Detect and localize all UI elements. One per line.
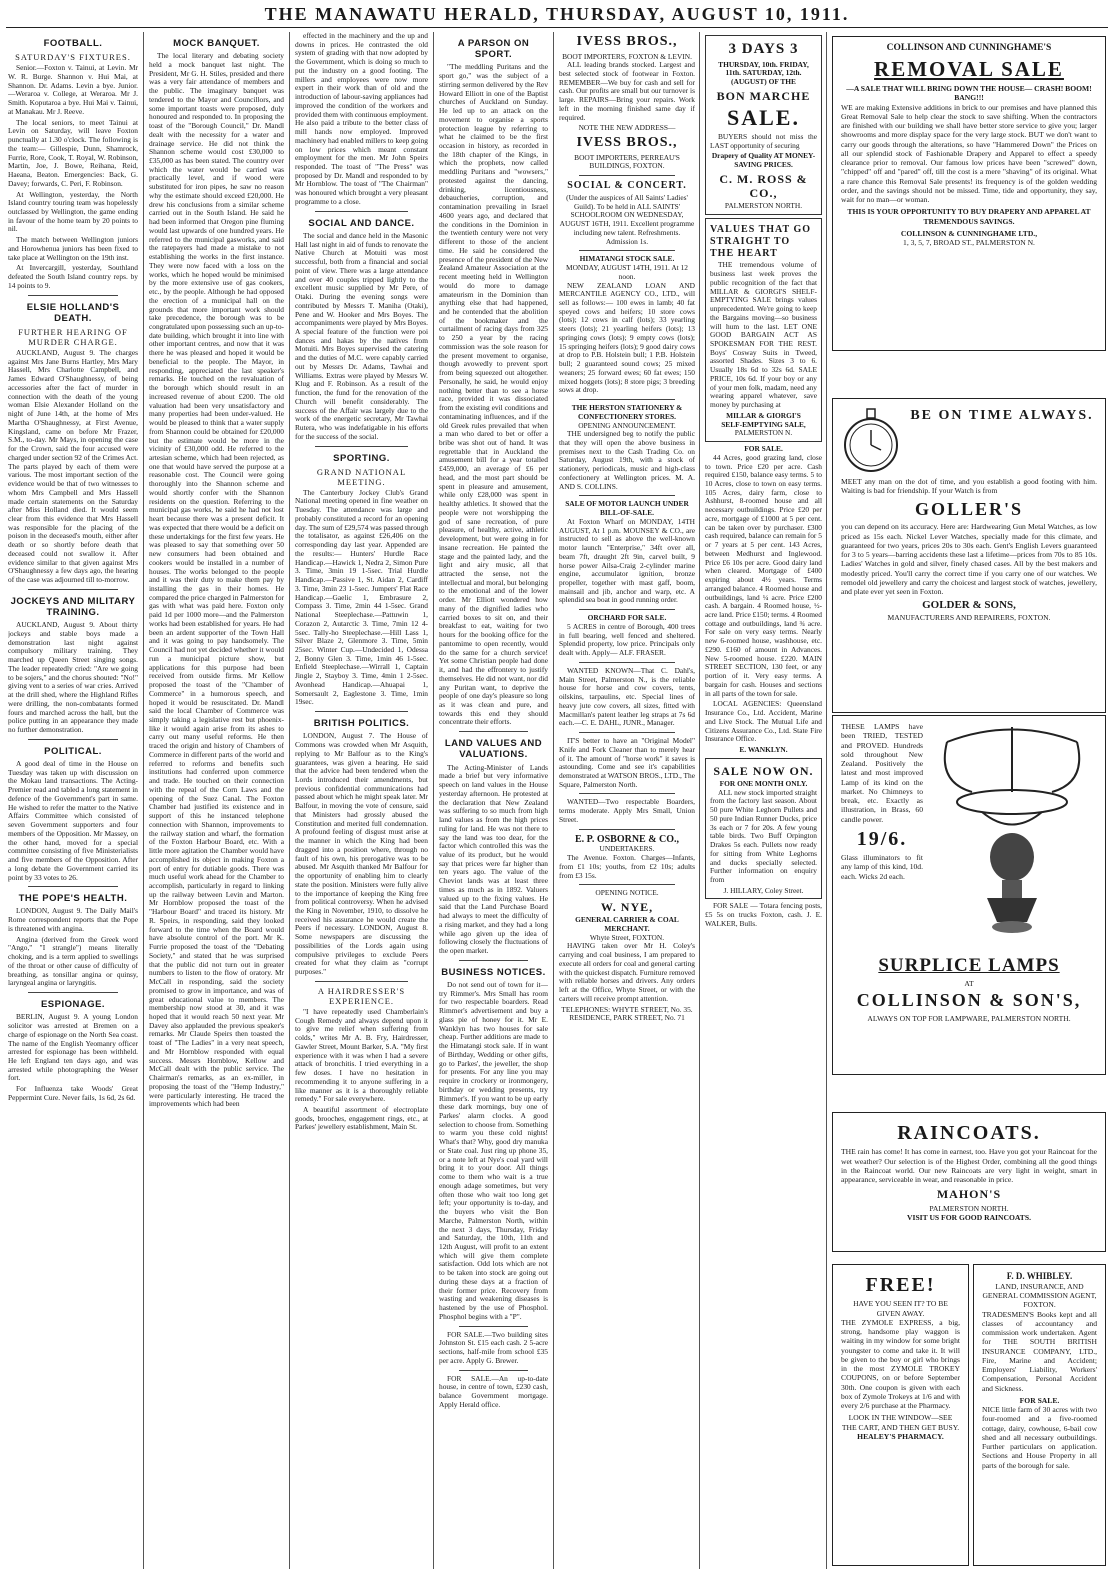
ad-text: NEW ZEALAND LOAN AND MERCANTILE AGENCY CO., LTD., will sell as follows:— 100 ewes in lamb; 40 fat speyed cows and heifers; 10 store cows (lots); 12 cows in calf (lots); 33 yearling steers (lots); 21 yearling heifers (lots); 13 springing cows (lots); 9 empty cows (lots); 15 springing heifers (lots); 9 good dairy cows at drop to P.B. Holstein bull; 1 P.B. Holstein bull; 2 guaranteed sound cows; 25 mixed weaners; 25 forward ewes; 60 fat ewes; 150 mixed hoggets (lots); 8 store pigs; 3 breeding sows at drop. bbox=[559, 280, 695, 395]
headline-sporting: SPORTING. bbox=[333, 452, 390, 464]
removal-sale-ad bbox=[832, 36, 1106, 351]
bon-marche-ross: C. M. ROSS & CO., bbox=[719, 171, 808, 201]
headline-political: POLITICAL. bbox=[44, 745, 102, 757]
headline-jockeys: JOCKEYS AND MILITARY TRAINING. bbox=[10, 595, 136, 619]
osborne-title: E. P. OSBORNE & CO., bbox=[574, 833, 680, 845]
ad-text: THE tremendous volume of business last week proves the public recognition of the fact that MILLAR & GIORGI'S SHELF-EMPTYING SALE brings values unprecedented. We're going to keep the Bargains moving—so business will hum to the last. LET ONE GOOD BARGAIN ACT AS SPOKESMAN FOR THE REST. Boys' Cosway Suits in Tweed, assorted Shades. Sizes 3 to 6. Usually 18s 6d to 32s 6d. SALE PRICE, 10s 6d. If your boy or any of your men folk, madam, need any wearing apparel whatever, save money by purchasing at bbox=[710, 260, 817, 410]
headline-land-values: LAND VALUES AND VALUATIONS. bbox=[444, 738, 543, 761]
rule bbox=[579, 884, 675, 885]
rule bbox=[459, 1370, 528, 1371]
rule bbox=[459, 731, 528, 732]
surplice-sub: ALWAYS ON TOP FOR LAMPWARE, PALMERSTON NORTH. bbox=[867, 1014, 1071, 1024]
article-text: Angina (derived from the Greek word "Ango," "I strangle") means literally choking, and is a term applied to swellings of the throat or other cause of difficulty of breathing, as tonsillar angina or quinsy, laryngeal angina or laryngitis. bbox=[8, 934, 138, 988]
wanklyn-title: FOR SALE. bbox=[744, 444, 783, 454]
column-divider bbox=[143, 32, 144, 1569]
rule bbox=[459, 960, 528, 961]
article-text: At Wellington, yesterday, the North Island country touring team was hopelessly outclassed by Wellington, the game ending in favour of the home team by 20 points to nil. bbox=[8, 189, 138, 234]
article-text: effected in the machinery and the up and downs in prices. He contrasted the old system of grading with that now adopted by the Government, which is doing so much to put the industry on a good footing. The millers and employees were now more expert in their work than of old and the introduction of labour-saving appliances had improved the condition of the workers and provided them with continuous employment. He also paid a tribute to the better class of mill hands now employed. Improved machinery had enabled millers to keep going on low prices which meant constant employment for the men. Mr John Speirs responded. The toast of "The Press" was proposed by Dr. Mandl and responded to by Mr Hornblow. The toast of "The Chairman" was honoured which brought a very pleasant programme to a close. bbox=[295, 32, 428, 206]
masthead-rule bbox=[6, 27, 1108, 28]
raincoats-ad bbox=[832, 1112, 1106, 1252]
ad-text: WE are making Extensive additions in brick to our premises and have planned this Great Removal Sale to help clear the stock to save shifting. When the contractors are finished with our building we shall have better store service to give you; larger showrooms and more display space for the very large stock. BUT we don't want to carry our goods through the alterations, so have "Hammered Down" the Prices on all our splendid stock of Fashionable Drapery and Apparel to effect a speedy clearance prior to removal. Our famous low prices have been "screwed" down, "chipped" off and "pared" off, till the cost is a mere "shaving" of its original. What a rare chance this Removal Sale presents! its frequency is of the golden wedding order, and the savings should not be missed. Time, tide and opportunity, they say, wait for no man—or woman. bbox=[841, 102, 1097, 205]
article-text: The Canterbury Jockey Club's Grand National meeting opened in fine weather on Tuesday. The attendance was large and probably constituted a record for an opening day. The sum of £29,574 was passed through the totalisator, as against £26,406 on the corresponding day last year. Appended are the results:— Hunters' Hurdle Race Handicap.—Hawick 1, Nedra 2, Simon Pure 3. Time, 3min 19 1-5sec. Trial Hurdle Handicap.—Passive 1, St. Aidan 2, Cardiff 3. Time, 3min 23 1-5sec. Jumpers' Flat Race Handicap.—Gaelic 1, Embrasure 2, Compass 3. Time, 2min 44 1-5sec. Grand National Steeplechase.—Pattuwin 1, Corazon 2, Autarctic 3. Time, 7min 12 4-5sec. Tally-ho Steeplechase.—Hill Lass 1, Silver Blaze 2, Glenmore 3. Time, 5min 25sec. Winter Cup.—Undecided 1, Odessa 2, Bonny Glen 3. Time, 1min 46 1-5sec. Enfield Steeplechase.—Wirrall 1, Captain Jingle 2, Stayboy 3. Time, 4min 1 2-5sec. Avonhead Handicap.—Ahuapai 1, Somersault 2, Eaglestone 3. Time, 1min 19sec. bbox=[295, 487, 428, 707]
headline-popes-health: THE POPE'S HEALTH. bbox=[18, 893, 128, 905]
column-2 bbox=[149, 32, 284, 1569]
ad-text: At Foxton Wharf on MONDAY, 14TH AUGUST, At 1 p.m. MOUNSEY & CO., are instructed to sell as above the well-known motor launch "Enterprise," 34ft over all, beam 7ft, draught 2ft 9in, carvel built, 9 horse power Ailsa-Craig 2-cylinder marine engine, accumulator ignition, bronze propeller, together with mast gaff, boom, mainsail and jib, anchor and warp, etc. A splendid sea boat in good running order. bbox=[559, 516, 695, 605]
column-divider bbox=[553, 32, 554, 1569]
rule bbox=[579, 793, 675, 794]
ad-text: THESE LAMPS have been TRIED, TESTED and PROVED. Hundreds sold throughout New Zealand. Positively the latest and most improved Lamp of its kind on the market. No Chimneys to break, etc. Exactly as illustration, in Brass, 60 candle power. bbox=[841, 722, 923, 824]
article-text: BERLIN, August 9. A young London solicitor was arrested at Bremen on a charge of espionage on the North Sea coast. The name of the English Yeomanry officer arrested for espionage has been withheld. He left England ten days ago, and was arrested while photographing the Weser fort. bbox=[8, 1012, 138, 1083]
orchard-title: ORCHARD FOR SALE. bbox=[587, 613, 667, 623]
sale-now-on-ad bbox=[705, 758, 822, 900]
headline-british-politics: BRITISH POLITICS. bbox=[313, 718, 410, 730]
golder-headline: BE ON TIME ALWAYS. bbox=[910, 408, 1094, 423]
ad-text: Glass illuminators to fit any lamp of this kind, 10d. each. Wicks 2d each. bbox=[841, 853, 923, 881]
rule bbox=[315, 446, 408, 447]
bon-marche-days: 3 DAYS 3 bbox=[728, 41, 799, 57]
ivess-title: IVESS BROS., bbox=[576, 34, 678, 49]
column-divider bbox=[433, 32, 434, 1569]
ad-text: THE undersigned beg to notify the public that they will open the above business in premises next to the Cash Trading Co. on Saturday, August 19th, with a stock of stationery, periodicals, music and high-class confectionery at Wellington prices. M. A. AND S. COLLINS. bbox=[559, 429, 695, 491]
millar-headline: VALUES THAT GO STRAIGHT TO THE HEART bbox=[710, 223, 812, 259]
mahon-address: PALMERSTON NORTH. bbox=[929, 1204, 1009, 1214]
article-text: The match between Wellington juniors and Horowhenua juniors has been fixed to take place at Wellington on the 19th inst. bbox=[8, 235, 138, 262]
headline-business-notices: BUSINESS NOTICES. bbox=[441, 966, 546, 978]
removal-sub: —A SALE THAT WILL BRING DOWN THE HOUSE— CRASH! BOOM! BANG!!! bbox=[846, 84, 1092, 103]
surplice-at: AT bbox=[964, 979, 974, 989]
rule bbox=[579, 399, 675, 400]
subhead: SATURDAY'S FIXTURES. bbox=[15, 52, 131, 63]
rule bbox=[28, 992, 118, 993]
headline-football: FOOTBALL. bbox=[43, 38, 103, 49]
mahon-cta: VISIT US FOR GOOD RAINCOATS. bbox=[907, 1213, 1031, 1223]
pocket-watch-icon bbox=[841, 405, 901, 475]
free-title: FREE! bbox=[865, 1274, 936, 1296]
classified-ad: FOR SALE.—Two building sites Johnston St. £15 each cash. 2 5-acre sections, half-mile from school £35 per acre. Apply G. Brewer. bbox=[439, 1329, 548, 1365]
bon-marche-dates: THURSDAY, 10th. FRIDAY, 11th. SATURDAY, 12th. (AUGUST) OF THE bbox=[718, 59, 809, 87]
rule bbox=[28, 739, 118, 740]
ivess-sub: BOOT IMPORTERS, FOXTON & LEVIN. bbox=[562, 51, 692, 61]
article-text: The Acting-Minister of Lands made a brief but very informative speech on land values in the House yesterday afternoon. He protested at the declaration that New Zealand was suffering to so much from high land values as from the high prices ruling for land. He was not there to say the land was too dear, for the factor which controlled this was the value of its product, but he would say that prices were far higher than ten years ago. The value of the Cheviot lands was at least three times as much as in 1892. Valuers valued up to the fixing values. He said that the Land Purchase Board had always to meet the difficulty of a rising market, and they had a long while ago given up the idea of following closely the fluctuations of the open market. bbox=[439, 762, 548, 956]
rule bbox=[579, 250, 675, 251]
golder-watch-ad bbox=[832, 398, 1106, 713]
nye-address: Whyte Street, FOXTON. bbox=[589, 932, 665, 942]
lamps-price: 19/6. bbox=[856, 827, 908, 850]
ad-text: THE rain has come! It has come in earnest, too. Have you got your Raincoat for the wet weather? Our selection is of the Highest Order, combining all the good things in the Raincoat world. Our new Raincoats are very light in weight, smart in appearance, serviceable in wear, and reasonable in price. bbox=[841, 1147, 1097, 1185]
hanging-lamp-icon bbox=[927, 722, 1097, 952]
article-text: AUCKLAND, August 9. About thirty jockeys and stable boys made a demonstration last night against compulsory military training. They marched up Queen Street singing songs. The leader repeatedly cried: "Are we going to be sojers," and the chorus shouted: "No!" giving vent to a series of war cries. Arrived at the drill shed, where the Highland Rifles were drilling, the non-combatants formed fours and marched across the hall, but the police putting in an appearance they made no further demonstration. bbox=[8, 620, 138, 735]
column-5 bbox=[559, 32, 695, 1569]
classified-ad: WANTED—Two respectable Boarders, terms moderate. Apply Mrs Small, Union Street. bbox=[559, 797, 695, 824]
column-3 bbox=[295, 32, 428, 1569]
surplice-name: COLLINSON & SON'S, bbox=[856, 990, 1082, 1011]
collinson-title: COLLINSON AND CUNNINGHAME'S bbox=[886, 43, 1052, 53]
subhead: GRAND NATIONAL MEETING. bbox=[316, 466, 407, 487]
himatangi-date: MONDAY, AUGUST 14TH, 1911. At 12 noon. bbox=[566, 263, 688, 281]
column-1 bbox=[8, 32, 138, 1569]
masthead: THE MANAWATU HERALD, THURSDAY, AUGUST 10, 1911. bbox=[264, 4, 850, 24]
free-question: HAVE YOU SEEN IT? TO BE GIVEN AWAY. bbox=[853, 1299, 948, 1318]
himatangi-title: HIMATANGI STOCK SALE. bbox=[579, 254, 675, 264]
headline-hairdresser: A HAIRDRESSER'S EXPERIENCE. bbox=[317, 985, 406, 1006]
rule bbox=[28, 886, 118, 887]
mahon-name: MAHON'S bbox=[936, 1187, 1002, 1202]
column-6 bbox=[705, 32, 822, 1569]
free-zymole-ad bbox=[832, 1264, 969, 1566]
column-divider bbox=[826, 32, 827, 1569]
bon-marche-palmerston: PALMERSTON NORTH. bbox=[724, 201, 803, 211]
ad-text: (Under the auspices of All Saints' Ladies' Guild). To be held in ALL SAINTS' SCHOOLROOM ON WEDNESDAY, AUGUST 16TH, 1911. Excellent programme including new talent. Refreshments. Admission 1s. bbox=[559, 192, 695, 246]
millar-sign: MILLAR & GIORGI'S bbox=[726, 410, 801, 420]
bon-marche-sale: SALE. bbox=[727, 105, 800, 131]
rule bbox=[579, 609, 675, 610]
article-text: Senior.—Foxton v. Tainui, at Levin. Mr W. R. Burge. Shannon v. Hui Mai, at Shannon. Dr. Adams. Levin a bye. Junior.—Weraroa v. College, at Weraroa. Mr J. Smith. Koputaroa a bye. Hui Mai v. Tainui, at Manakau. Mr J. Reeve. bbox=[8, 63, 138, 116]
ad-text: LOCAL AGENCIES: Queensland Insurance Co., Ltd. Accident, Marine and Live Stock. The Mutual Life and Citizens Assurance Co., Ltd. State Fire Insurance Office. bbox=[705, 699, 822, 744]
rule bbox=[459, 1326, 528, 1327]
rule bbox=[579, 732, 675, 733]
osborne-sub: UNDERTAKERS. bbox=[599, 844, 655, 854]
column-4 bbox=[439, 32, 548, 1569]
column-divider bbox=[699, 32, 700, 1569]
ivess-title-2: IVESS BROS., bbox=[576, 135, 678, 151]
article-text: Do not send out of town for it—try Rimmer's. Mrs Small has room for two respectable boarders. Read Rimmer's advertisement and buy a glass pie of honey for it. Mr E. Wanklyn has two houses for sale cheap. Further additions are made to the Himatangi stock sale. If in want of Birthday, Wedding or other gifts, go to Parkes', the jeweller, the shop for presents. For any line you may require in crockery or ironmongery, birthday or wedding presents, try Rimmer's. If you want to be up early these dark mornings, buy one of Parkes' alarm clocks. A good selection to choose from. Something to warm you these cold nights! What's that? Why, good dry manuka or State coal. Just ring up phone 35, or a note left at Nye's coal yard will bring it to your door. All things come to them who wait is a true enough adage sometimes, but very often those who wait too long get left; your opportunity is to-day, and the buyers who visit the Bon Marche, Palmerston North, within the next 3 days, Thursday, Friday and Saturday, the 10th, 11th and 12th August, will profit to an extent which will give them complete satisfaction. Odd lots which are not to be taken into stock are going out during these days at a fraction of their former price. Recovery from wasting and weakening diseases is hastened by the use of Phosphol. Phosphol begins with a "P". bbox=[439, 979, 548, 1321]
collinson-address: 1, 3, 5, 7, BROAD ST., PALMERSTON N. bbox=[903, 238, 1035, 248]
herston-title: THE HERSTON STATIONERY & CONFECTIONERY STORES. bbox=[571, 403, 683, 421]
rule bbox=[579, 829, 675, 830]
free-sign: HEALEY'S PHARMACY. bbox=[857, 1431, 944, 1441]
headline-mock-banquet: MOCK BANQUET. bbox=[173, 38, 260, 49]
classified-ad: FOR SALE — Totara fencing posts, £5 5s on trucks Foxton, cash. J. E. WALKER, Bulls. bbox=[705, 901, 822, 928]
subhead: FURTHER HEARING OF MURDER CHARGE. bbox=[18, 326, 128, 347]
classified-ad: WANTED KNOWN—That C. Dahl's, Main Street, Palmerston N., is the reliable house for horse and cow covers, tents, oilskins, tarpaulins, etc. Special lines of heavy jute cow covers, all sizes, fitted with Macmillan's patent leather leg straps at 7s 6d each.—C. E. DAHL, JUNR., Manager. bbox=[559, 665, 695, 728]
classified-ad: IT'S better to have an "Original Model" Knife and Fork Cleaner than to merely hear of it. The amount of "horse work" it saves is astounding. Come and see it's capabilities demonstrated at WATSON BROS., LTD., The Square, Palmerston North. bbox=[559, 736, 695, 789]
article-text: "I have repeatedly used Chamberlain's Cough Remedy and always depend upon it to give me relief when suffering from colds," writes Mr A. B. Fry, Hairdresser, Gawler Street, Mount Barker, S.A. "My first experience with it was when I had a severe attack of bronchitis. I tried everything in a few doses. I have no hesitation in recommending it to anyone suffering in a like manner as it is a thoroughly reliable remedy." For sale everywhere. bbox=[295, 1006, 428, 1104]
nye-sub: OPENING NOTICE. bbox=[595, 888, 659, 898]
ad-text: NICE little farm of 30 acres with two four-roomed and a five-roomed cottage, dairy, cowhouse, 6-bail cow shed and all necessary outbuildings. Further particulars on application. Sections and House Property in all parts of the borough for sale. bbox=[982, 1405, 1097, 1470]
millar-sign-2: SELF-EMPTYING SALE, bbox=[721, 419, 806, 429]
ad-text: 44 Acres, good grazing land, close to town. Price £20 per acre. Cash required £150, balance easy terms. 5 to 10 Acres, close to town on easy terms. 105 Acres, dairy farm, close to Ashhurst, 8-roomed house and all necessary outbuildings. Price £20 per acre, mortgage of £1000 at 5 per cent. can be taken over by purchaser. £300 cash required, balance can remain for 5 or 7 years at 5 per cent. 143 Acres, between Medhurst and Inglewood. Price £6 10s per acre. Good dairy land when cleared. Mortgage of £400 expiring about 4½ years. Terms arranged balance. 4 Roomed house and outbuildings, land ¼ acre. Price £200 cash. A bargain. 4 Roomed house, ½-acre land. Price £150; terms. 4 Roomed cottage and outbuildings, land ¾ acre. For sale on very easy terms. Nearly new 6-roomed house, washhouse, etc. £290. £160 of amount in Advances. New 5-roomed house. £220. MAIN STREET SECTION, 130 feet, or any portion of it. Very easy terms. A bargain for cash. Houses and sections in all parts of the town for sale. bbox=[705, 452, 822, 698]
rule bbox=[579, 662, 675, 663]
removal-sale-title: REMOVAL SALE bbox=[874, 56, 1064, 81]
raincoats-title: RAINCOATS. bbox=[897, 1122, 1041, 1144]
rule bbox=[579, 495, 675, 496]
article-text: The local literary and debating society held a mock banquet last night. The President, Mr G. H. Stiles, presided and there was a very fair attendance of members and the public. The imaginary banquet was tendered to the Mayor and Councillors, and some important toasts were proposed, duly honoured and responded to. In proposing the toast of the "Borough Council," Dr. Mandl dealt with the necessity for a water and drainage service. He did not think the Shannon scheme would cost £30,000 to £35,000 as has been stated. The country over which the water would be carried was practically level, and if wood were substituted for iron pipes, he saw no reason why the estimate should exceed £20,000. He drew his conclusions from a similar scheme carried out in the South Island. He said he had been informed that Oregon pine fluming would last upwards of one hundred years. He referred to the municipal gasworks, and said the ratepayers had made a mistake to not establishing the works in the first instance. They were now faced with a loss on the works, which he hoped would be minimised by the more extensive use of gas cookers, etc., by the people. Although he had opposed the erection of a municipal hall on the grounds that more important work should take precedence, the borough was to be congratulated upon possessing such an up-to-date building, which brought it into line with other important centres, and now that it was there he was pleased and hoped it would be beneficial to the people. The Mayor, in responding, appreciated the last speaker's remarks. He touched on the revaluation of the borough which should result in an increased revenue of about £200. The old valuation had been very unsatisfactory and many properties had been under-valued. He would be pleased to think that a water supply from Shannon could be obtained for £20,000 but the estimate would be more in the vicinity of £30,000 odd. He referred to the artesian scheme, which had been rejected, as one that would have served the purpose at a reasonable cost. The Council were going thoroughly into the Shannon scheme and would shortly confer with the Shannon residents on the question. Referring to the municipal gas works, he said he had not lost heart because there was a present deficit. It was expected that there would be a deficit on these undertakings for the first few years. He was pleased to say that something over 50 new consumers had been obtained and cookers would be installed in a number of houses. The works belonged to the people and it was their duty to make them pay by installing the gas in their homes. He compared the price charged in Palmerston for gas with what was paid here. Foxton only paid 1d per 1000 more—and the Palmerston works had been established for years. He had been an ardent supporter of the Town Hall and it was going to pay handsomely. The Council had not yet decided whether it would run a municipal picture show, but applications for this purpose had been received from outside firms. Mr Kellow proposed the toast of the "Chamber of Commerce" in a humorous speech, and hoped it would be resuscitated. Dr. Mandl said the local Chamber of Commerce was simply taking a legislative rest but phoenix-like it would again arise from its ashes to carry out many useful reforms. He then traced the origin and history of Chambers of Commerce in different parts of the world and referred to reforms and benefits such institutions had conferred upon commerce and trade. He touched on their connection with the repeal of the Corn Laws and the opening of the Suez Canal. The Foxton Chamber had justified its existence and in support of this he instanced telephone connection with Shannon, improvements to the railway station and wharf, the formation of the Foxton Harbour Board, etc. With a little more agitation the Chamber would have accomplished its object in making Foxton a port of entry for dutiable goods. There was much useful work ahead for the Chamber to accomplish, particularly in regard to linking up the railway between Levin and Marton. Mr Hornblow proposed the toast of the "Harbour Board" and traced its history. Mr R. Speirs, in responding, said they looked forward to the time when the Board would have absolute control of the port. Mr K. Furrie proposed the toast of the "Debating Society," and stated that he was surprised that the public did not turn out in greater numbers to listen to the flow of oratory. Mr McCall in responding, said the society promised to grow in importance, and was of great educational value to members. The membership now stood at 30, and it was hoped that it would reach 50 next year. Mr Davey also applauded the previous speaker's remarks. Mr Claude Speirs then toasted the toast of "The Ladies" in a very neat speech, and Mr Hornblow responded with equal success. Messrs Hornblow, Kellow and McCall dealt with the public service. The Chairman's remarks, as an ex-miller, in proposing the toast of the "Hemp Industry," were particularly interesting. He traced the improvements which had been bbox=[149, 51, 284, 1109]
article-text: LONDON, August 9. The Daily Mail's Rome correspondent reports that the Pope is threatened with angina. bbox=[8, 906, 138, 933]
whibley-ad bbox=[973, 1264, 1106, 1566]
nye-telephones: TELEPHONES: WHYTE STREET, No. 35. RESIDENCE, PARK STREET, No. 71 bbox=[561, 1004, 693, 1023]
collinson-sign: COLLINSON & CUNNINGHAME LTD., bbox=[900, 228, 1038, 238]
sale-now-title: SALE NOW ON. bbox=[713, 763, 814, 778]
ad-text: ALL new stock imported straight from the factory last season. About 50 pure White Leghorn Pullets and 50 pure Indian Runner Ducks, price 3s each or 7 for 20s. A few young table birds. Two Buff Orpington Drakes 5s each. Pullets now ready for sitting from White Leghorns and ducks specially selected. Further information on enquiry from bbox=[710, 787, 817, 884]
ad-text: you can depend on its accuracy. Here are: Hardwearing Gun Metal Watches, as low priced as 15s each. Nickel Lever Watches, specially made for this climate, and guaranteed for two years, prices 20s to 30s each. Gent's English Levers guaranteed for 3 to 5 years—barring accidents these last a lifetime—prices from 70s to 85 10s. Ladies' Watches in gold and silver, finely chased cases. All by the best makers and modestly priced. You'll carry the correct time if you carry one of our watches. We remodel old jewellery and carry the choicest and largest stock of watches, jewellery, and plate ever yet seen in Foxton. bbox=[841, 522, 1097, 597]
ad-text: HAVING taken over Mr H. Coley's carrying and coal business, I am prepared to execute all orders for coal and general carting with the quickest dispatch. Furniture removed with reliable horses and drivers. Any orders left at the Office, Whyte Street, or with the carters will receive prompt attention. bbox=[559, 941, 695, 1003]
golder-name: GOLLER'S bbox=[914, 498, 1024, 519]
article-text: For Influenza take Woods' Great Peppermint Cure. Never fails, 1s 6d, 2s 6d. bbox=[8, 1084, 138, 1102]
herston-sub: OPENING ANNOUNCEMENT. bbox=[578, 420, 676, 430]
bon-marche-drapery: Drapery of Quality AT MONEY-SAVING PRICES. bbox=[711, 151, 816, 170]
ad-text: 5 ACRES in centre of Borough, 400 trees in full bearing, well fenced and sheltered. Splendid property, low price. Principals only dealt with. Apply— ALF. FRASER. bbox=[559, 621, 695, 658]
ad-text: TRADESMEN'S Books kept and all classes of accountancy and commission work undertaken. Agent for THE SOUTH BRITISH INSURANCE COMPANY, LTD., Fire, Marine and Accident; Employers' Liability, Workers' Compensation, Personal Accident and Sickness. bbox=[982, 1309, 1097, 1393]
rule bbox=[28, 295, 118, 296]
free-cta: LOOK IN THE WINDOW—SEE THE CART, AND THEN GET BUSY. bbox=[841, 1413, 960, 1432]
bon-marche-ad bbox=[705, 35, 822, 215]
column-divider bbox=[289, 32, 290, 1569]
article-text: The social and dance held in the Masonic Hall last night in aid of funds to renovate the Native Church at Motuiti was most successful, both from a financial and social point of view. There was a large attendance and over 40 couples tripped lightly to the excellent music supplied by Mr Pere, of Otaki. During the evening songs were contributed by Messrs T. Maniha (Otaki), Pene and W. Hooker and Mrs Boyes. The accompaniments were played by Mrs Boyes. A special feature of the function were poi dances and hakas by the natives from Motuiti. Mrs Boyes supervised the catering and the duties of M.C. were capably carried out by Messrs Dr. Adams, Tawhai and Williams. Extras were played by Messrs W. Klug and F. Robinson. As a result of the function, the fund for the renovation of the Church will benefit considerably. The success of the Affair was largely due to the work of the energetic secretary, Mr Tawhai Rutera, who was indefatigable in his efforts for the success of the social. bbox=[295, 230, 428, 441]
lamps-text-block bbox=[841, 722, 923, 884]
headline-parson-on-sport: A PARSON ON SPORT. bbox=[457, 38, 530, 61]
ivess-address: BOOT IMPORTERS, PERREAU'S BUILDINGS, FOXTON. bbox=[574, 152, 680, 171]
article-text: A beautiful assortment of electroplate goods, brooches, engagement rings, etc., at Parkes' jewellery establishment, Main St. bbox=[295, 1104, 428, 1132]
nye-sub2: GENERAL CARRIER & COAL MERCHANT. bbox=[575, 915, 679, 933]
golder-sign-2: MANUFACTURERS AND REPAIRERS, FOXTON. bbox=[887, 612, 1051, 622]
millar-palmerston: PALMERSTON N. bbox=[734, 428, 793, 438]
article-text: At Invercargill, yesterday, Southland defeated the South Island country reps. by 14 points to 9. bbox=[8, 263, 138, 290]
bon-marche-name: BON MARCHE bbox=[716, 88, 811, 103]
rule bbox=[315, 211, 408, 212]
social-concert-title: SOCIAL & CONCERT. bbox=[567, 180, 687, 192]
sale-now-sub: FOR ONE MONTH ONLY. bbox=[719, 778, 808, 788]
launch-title: SALE OF MOTOR LAUNCH UNDER BILL-OF-SALE. bbox=[565, 499, 689, 518]
article-text: A good deal of time in the House on Tuesday was taken up with discussion on the Mokau land transactions. The Acting-Premier read and tabled a long statement in defence of the Government's part in same. He wished to refer the matter to the Native Affairs Committee which consisted of seven Government supporters and four members of the Opposition. Mr Massey, on the other hand, moved for a special committee consisting of five Ministerialists and five members of the Opposition. After a long debate the Government carried its point by 33 votes to 26. bbox=[8, 759, 138, 882]
headline-elsie-holland: ELSIE HOLLAND'S DEATH. bbox=[26, 301, 120, 324]
rule bbox=[315, 711, 408, 712]
rule bbox=[315, 981, 408, 982]
surplice-lamps-ad bbox=[832, 715, 1106, 1075]
ad-text: BUYERS should not miss the LAST opportunity of securing bbox=[710, 132, 817, 150]
rule bbox=[28, 589, 118, 590]
removal-cta: THIS IS YOUR OPPORTUNITY TO BUY DRAPERY AND APPAREL AT TREMENDOUS SAVINGS. bbox=[847, 207, 1091, 226]
whibley-sale: FOR SALE. bbox=[1019, 1395, 1060, 1405]
ivess-note: NOTE THE NEW ADDRESS— bbox=[578, 123, 676, 133]
whibley-sub: LAND, INSURANCE, AND GENERAL COMMISSION AGENT, FOXTON. bbox=[982, 1281, 1097, 1310]
article-text: The local seniors, to meet Tainui at Levin on Saturday, will leave Foxton punctually at 1.30 o'clock. The following is the team:— Gillespie, Dunn, Shamrock, Furrie, Rore, Cook, T. Royal, W. Robinson, Martin, Joe, J. Bowe, Reihana, Reid, Haeana, Beaton. Emergencies: Back, G. Davey; forwards, C. Peri, F. Robinson. bbox=[8, 117, 138, 188]
ad-text: MEET any man on the dot of time, and you establish a good footing with him. Waiting is bad for friendship. If your Watch is from bbox=[841, 477, 1097, 496]
whibley-title: F. D. WHIBLEY. bbox=[1006, 1271, 1073, 1281]
headline-espionage: ESPIONAGE. bbox=[40, 999, 106, 1011]
headline-social-dance: SOCIAL AND DANCE. bbox=[308, 217, 415, 229]
article-text: "The meddling Puritans and the sport go," was the subject of a stirring sermon delivered by the Rev Howard Elliott in one of the Baptist churches of Auckland on Sunday. He led up to an attack on the movement to organise a sports protection league by referring to what he claimed to be the first occasion in history, as recorded in the 18th chapter of the Kings, in which the prophets, now called meddling Puritans and "wowsers," protested against the dancing, drinking, licentiousness, debaucheries, corruption, and contamination prevailing in Israel 4600 years ago, and declared that the conditions in the Dominion in the twentieth century were not very different to those of the ancient time. He said he considered the presence of the president of the New Zealand Amateur Association at the recent meeting held in Wellington would do more to damage amateurism in the Dominion than anything else that had happened, and he contended that the abolition of the bookmaker and the curtailment of racing days from 325 to 250 a year by the racing commission was the sole reason for the present movement to organise, though avowedly to prevent sport from being squeezed out altogether. Personally, he said, he would enjoy nothing better than to see a horse race, provided it was dissociated from the existing evil conditions and contaminating influences, and if the old Greek rules prevailed that when a man who dared to bet or offer a bribe was shot out of hand. It was regrettable that in Auckland the amusement bill for a year totalled £459,000, an average of £6 per head, and the most part should be spent in pleasure and amusement, while only £28,000 was spent in healthy athletics. It showed that the people were not worshipping the god of sane recreation, of pure pleasure, of healthy, active, athletic development, but were going in for insane recreation. He painted the stage and the painted lady, and the light and airy music, all that attracted the sense, not the intellectual and moral, but belonging to the emotional and of the lower order. Mr Elliott wondered how many of the dignified ladies who carried boxes to sit on, and their breakfast to eat, waiting for two hours for the booking office for the pantomime to open recently, would do the same for a church service! Yet some Christian people had done it, and had the effrontery to justify themselves. He did not want, nor did any Puritan want, to deprive the people of one day's pleasure so long as it was clean and pure, and towards this end they should concentrate their efforts. bbox=[439, 62, 548, 727]
golder-sign: GOLDER & SONS, bbox=[922, 599, 1016, 612]
ad-text: ALL leading brands stocked. Largest and best selected stock of footwear in Foxton. REMEMBER—We buy for cash and sell for cash. Our profits are small but our turnover is large. REPAIRS—Bring your repairs. Work left in the morning finished same day if required. bbox=[559, 60, 695, 122]
ad-text: THE ZYMOLE EXPRESS, a big, strong, handsome play waggon is waiting in my window for some bright youngster to come and take it. It will be given to the boy or girl who brings in the most ZYMOLE TROKEY COUPONS, on or before September 30th. One coupon is given with each box of Zymole Trokeys at 1/6 and with every 2/6 purchase at the Pharmacy. bbox=[841, 1317, 960, 1411]
millar-giorgi-ad bbox=[705, 218, 822, 442]
surplice-title: SURPLICE LAMPS bbox=[878, 955, 1060, 976]
wanklyn-sign: E. WANKLYN. bbox=[739, 745, 788, 755]
article-text: AUCKLAND, August 9. The charges against Mrs Jane Burns Hartley, Mrs Mary Hassell, Mrs Charlotte Campbell, and James Edward O'Shaughnessy, of being accessories after the fact of murder in connection with the death of the young woman Elsie Alexander Holland on the night of June 14th, at the home of Mrs Martha O'Shaughnessy, at First Avenue, Kingsland, came on before Mr Frazer, S.M., to-day. Mr Mays, in opening the case for the Crown, said the four accused were charged under section 92 of the Crimes Act. The parts played by each of them were various. The most important section of the evidence would be that of two witnesses to whom Mrs Campbell and Mrs Hassell made certain statements on the Saturday after Miss Holland died. It would seem clear from this evidence that Mrs Hassell was responsible for the placing of the poison in the deceased's mouth, either after death or so shortly before death that deceased could not swallow it. After evidence similar to that given against Mrs O'Shaughnessy a few days ago, the hearing of the case was adjourned till to-morrow. bbox=[8, 348, 138, 585]
article-text: LONDON, August 7. The House of Commons was crowded when Mr Asquith, replying to Mr Balfour as to the King's guarantees, was given a hearing. He said that the advice had been tendered when the Lords introduced their amendments, but previous confidential communications had passed about which he might speak later. Mr Balfour, in moving the vote of censure, said that Ministers had grossly abused the Constitution and merited full condemnation. A profound feeling of disgust must arise at the manner in which the King had been dragged into a position where, through no fault of his own, his prerogative was to be abused. Mr Asquith thanked Mr Balfour for the opportunity of enabling him to clearly state the position. Ministers were fully alive to the importance of keeping the King free from political controversy. When he advised the King in November, 1910, to dissolve he received his assurance he would create the Peers if necessary. LONDON, August 8. Some newspapers are discussing the possibilities of the Lords again using compulsive privileges to exclude Peers created for what they claim as "corrupt purposes." bbox=[295, 731, 428, 977]
ad-text: The Avenue. Foxton. Charges—Infants, from £1 10s; youths, from £2 10s; adults from £3 15s. bbox=[559, 853, 695, 880]
nye-title: W. NYE, bbox=[600, 900, 654, 915]
sale-now-sign: J. HILLARY, Coley Street. bbox=[723, 885, 804, 895]
classified-ad: FOR SALE.—An up-to-date house, in centre of town, £230 cash, balance Government mortgage. Apply Herald office. bbox=[439, 1373, 548, 1409]
rule bbox=[579, 175, 675, 176]
